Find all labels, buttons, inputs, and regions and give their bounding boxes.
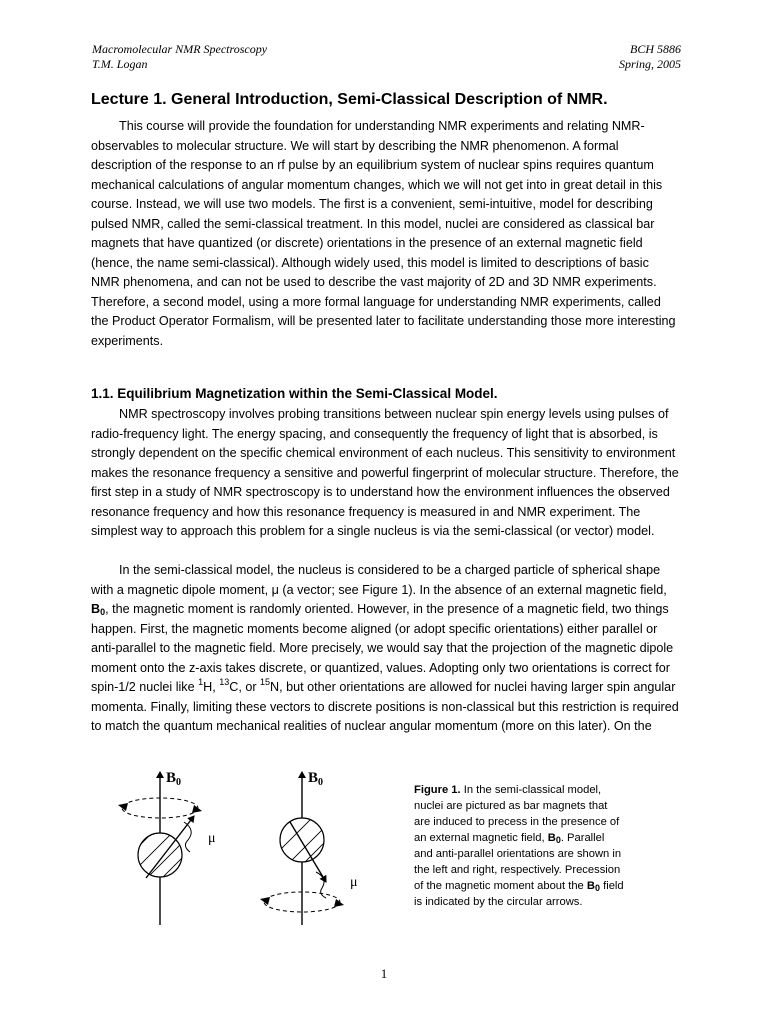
author-name: T.M. Logan (92, 57, 148, 71)
sup-1: 1 (198, 677, 204, 687)
section-heading: 1.1. Equilibrium Magnetization within the Semi-Classical Model. (91, 386, 498, 401)
figure-1-diagram (110, 760, 390, 940)
nucleus-sphere-right (280, 818, 324, 862)
caption-label: Figure 1. (414, 784, 461, 796)
p2-text-c: , the magnetic moment is randomly oriented. However, in the presence of a magnetic field, two things happen. First, the magnetic moments become aligned (or adopt specific orientations) either parallel or anti-parallel to the magnetic field. More precisely, we would say that the projection of the magnetic dipole moment onto the z-axis takes discrete, or quantized, values. Adopting only two orientations is correct for spin-1/2 nuclei like (91, 602, 674, 694)
course-code: BCH 5886 (630, 42, 681, 56)
running-header-left (92, 42, 267, 72)
mu-symbol: μ (271, 582, 279, 597)
b0-label-right: $B_0$ (308, 770, 324, 788)
term: Spring, 2005 (618, 57, 681, 71)
b0-label-left: $B_0$ (166, 770, 182, 788)
b0-symbol: $B_0$ (91, 602, 106, 617)
mu-label-right: μ (350, 875, 358, 890)
mu-label-left: μ (208, 831, 216, 846)
section-paragraph-2 (91, 561, 679, 737)
lecture-title: Lecture 1. General Introduction, Semi-Classical Description of NMR. (91, 91, 608, 108)
page-number: 1 (380, 966, 388, 981)
p2-text-a: In the semi-classical model, the nucleus is considered to be a charged particle of spherical shape with a magnetic dipole moment, (91, 563, 661, 597)
course-name: Macromolecular NMR Spectroscopy (92, 42, 268, 56)
p2-text-c13: C, or (229, 680, 261, 694)
intro-paragraph: This course will provide the foundation for understanding NMR experiments and relating NMR-observables to molecular structure. We will start by describing the NMR phenomenon. A formal description of the response to an rf pulse by an equilibrium system of nuclear spins requires quantum mechanical calculations of angular momentum changes, which we will not get into in great detail in this course. Instead, we will use two models. The first is a convenient, semi-intuitive, model for describing pulsed NMR, called the semi-classical treatment. In this model, nuclei are considered as classical bar magnets that have quantized (or discrete) orientations in the presence of an external magnetic field (hence, the name semi-classical). Although widely used, this model is limited to descriptions of basic NMR phenomena, and can not be used to describe the vast majority of 2D and 3D NMR experiments. Therefore, a second model, using a more formal language for understanding NMR experiments, called the Product Operator Formalism, will be presented later to facilitate understanding those more interesting experiments. (91, 119, 676, 348)
antiparallel-spin (260, 770, 358, 925)
figure-1-caption: Figure 1. In the semi-classical model, nuclei are pictured as bar magnets that are induced to precess in the presence of an external magnetic field, $B_0$. Parallel and anti-parallel orientations are shown in the left and right, respectively. Precession of the magnetic moment about the $B_0$ field is indicated by the circular arrows. (414, 784, 624, 908)
p2-text-h: H, (203, 680, 220, 694)
parallel-spin (118, 770, 216, 925)
p2-text-b: (a vector; see Figure 1). In the absence of an external magnetic field, (278, 582, 667, 597)
p2-text-d: N, but other orientations are allowed for nuclei having larger spin angular momenta. Finally, limiting these vectors to discrete positions is non-classical but this restriction is required to match the quantum mechanical realities of nuclear angular momentum (more on this later). On the (91, 680, 679, 733)
running-header-right (619, 42, 681, 72)
sup-15: 15 (260, 677, 271, 687)
section-paragraph-1: NMR spectroscopy involves probing transitions between nuclear spin energy levels using pulses of radio-frequency light. The energy spacing, and consequently the frequency of light that is absorbed, is strongly dependent on the specific chemical environment of each nucleus. This sensitivity to environment makes the resonance frequency a sensitive and powerful fingerprint of molecular structure. Therefore, the first step in a study of NMR spectroscopy is to understand how the environment influences the observed resonance frequency and how this resonance frequency is measured in and NMR experiment. The simplest way to approach this problem for a single nucleus is via the semi-classical (or vector) model. (91, 407, 679, 538)
sup-13: 13 (219, 677, 230, 687)
